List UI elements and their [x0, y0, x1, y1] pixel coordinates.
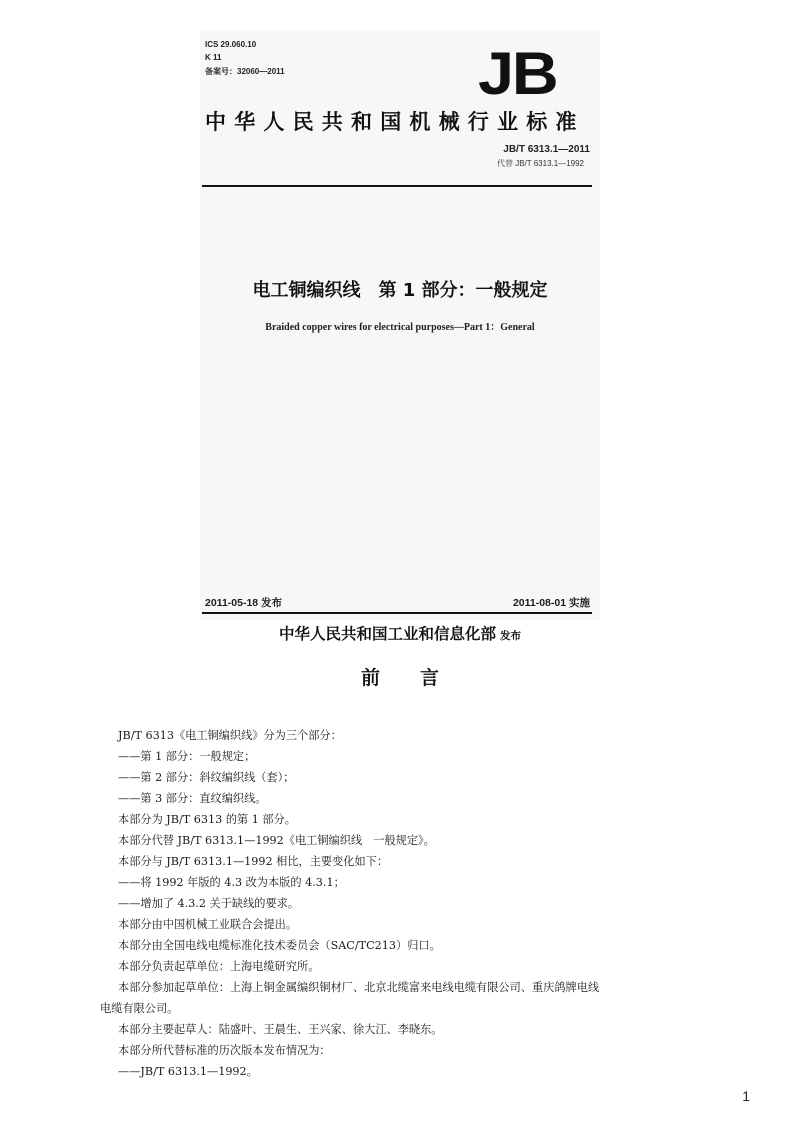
- footer-divider: [202, 612, 592, 614]
- record-number: 备案号：32060—2011: [205, 67, 285, 76]
- preface-line: ——增加了 4.3.2 关于缺线的要求。: [118, 897, 300, 910]
- implementation-date: 2011-08-01 实施: [512, 597, 590, 609]
- standard-number: JB/T 6313.1—2011: [503, 144, 590, 155]
- header-divider: [202, 185, 592, 187]
- issue-date: 2011-05-18 发布: [205, 597, 283, 609]
- preface-line: 本部分主要起草人：陆盛叶、王晨生、王兴家、徐大江、李晓东。: [118, 1023, 443, 1036]
- standard-category-title: 中华人民共和国机械行业标准: [205, 110, 585, 134]
- page-number: 1: [742, 1088, 750, 1104]
- preface-line: ——JB/T 6313.1—1992。: [118, 1065, 258, 1078]
- preface-line: 本部分参加起草单位：上海上铜金属编织铜材厂、北京北缆富来电线电缆有限公司、重庆鸽牌电线: [118, 981, 600, 994]
- issuer-name: 中华人民共和国工业和信息化部: [278, 625, 496, 643]
- preface-line: 本部分代替 JB/T 6313.1—1992《电工铜编织线 一般规定》。: [118, 834, 435, 847]
- replaces-standard: 代替 JB/T 6313.1—1992: [496, 159, 584, 168]
- preface-line: 本部分与 JB/T 6313.1—1992 相比，主要变化如下：: [118, 855, 389, 868]
- preface-line: 本部分负责起草单位：上海电缆研究所。: [118, 960, 320, 973]
- class-code: K 11: [205, 53, 222, 62]
- preface-line: 本部分由中国机械工业联合会提出。: [118, 918, 298, 931]
- jb-logo: JB: [478, 40, 557, 107]
- preface-body: [100, 725, 690, 1082]
- preface-line: 本部分由全国电线电缆标准化技术委员会（SAC/TC213）归口。: [118, 939, 441, 952]
- document-title: 电工铜编织线 第 1 部分：一般规定: [252, 280, 548, 301]
- document-title-english: Braided copper wires for electrical purposes—Part 1：General: [265, 322, 535, 333]
- preface-line: ——将 1992 年版的 4.3 改为本版的 4.3.1；: [118, 876, 345, 889]
- ics-code: ICS 29.060.10: [205, 40, 257, 49]
- issuer-suffix: 发布: [500, 630, 521, 642]
- preface-line: 电缆有限公司。: [100, 1002, 179, 1015]
- preface-line: ——第 1 部分：一般规定；: [118, 750, 256, 763]
- preface-heading: 前言: [360, 667, 479, 689]
- issuing-authority: [200, 622, 600, 644]
- preface-line: ——第 3 部分：直纹编织线。: [118, 792, 267, 805]
- preface-line: 本部分所代替标准的历次版本发布情况为：: [118, 1044, 331, 1057]
- preface-line: 本部分为 JB/T 6313 的第 1 部分。: [118, 813, 296, 826]
- preface-line: ——第 2 部分：斜纹编织线（套）；: [118, 771, 295, 784]
- preface-line: JB/T 6313《电工铜编织线》分为三个部分：: [118, 729, 342, 742]
